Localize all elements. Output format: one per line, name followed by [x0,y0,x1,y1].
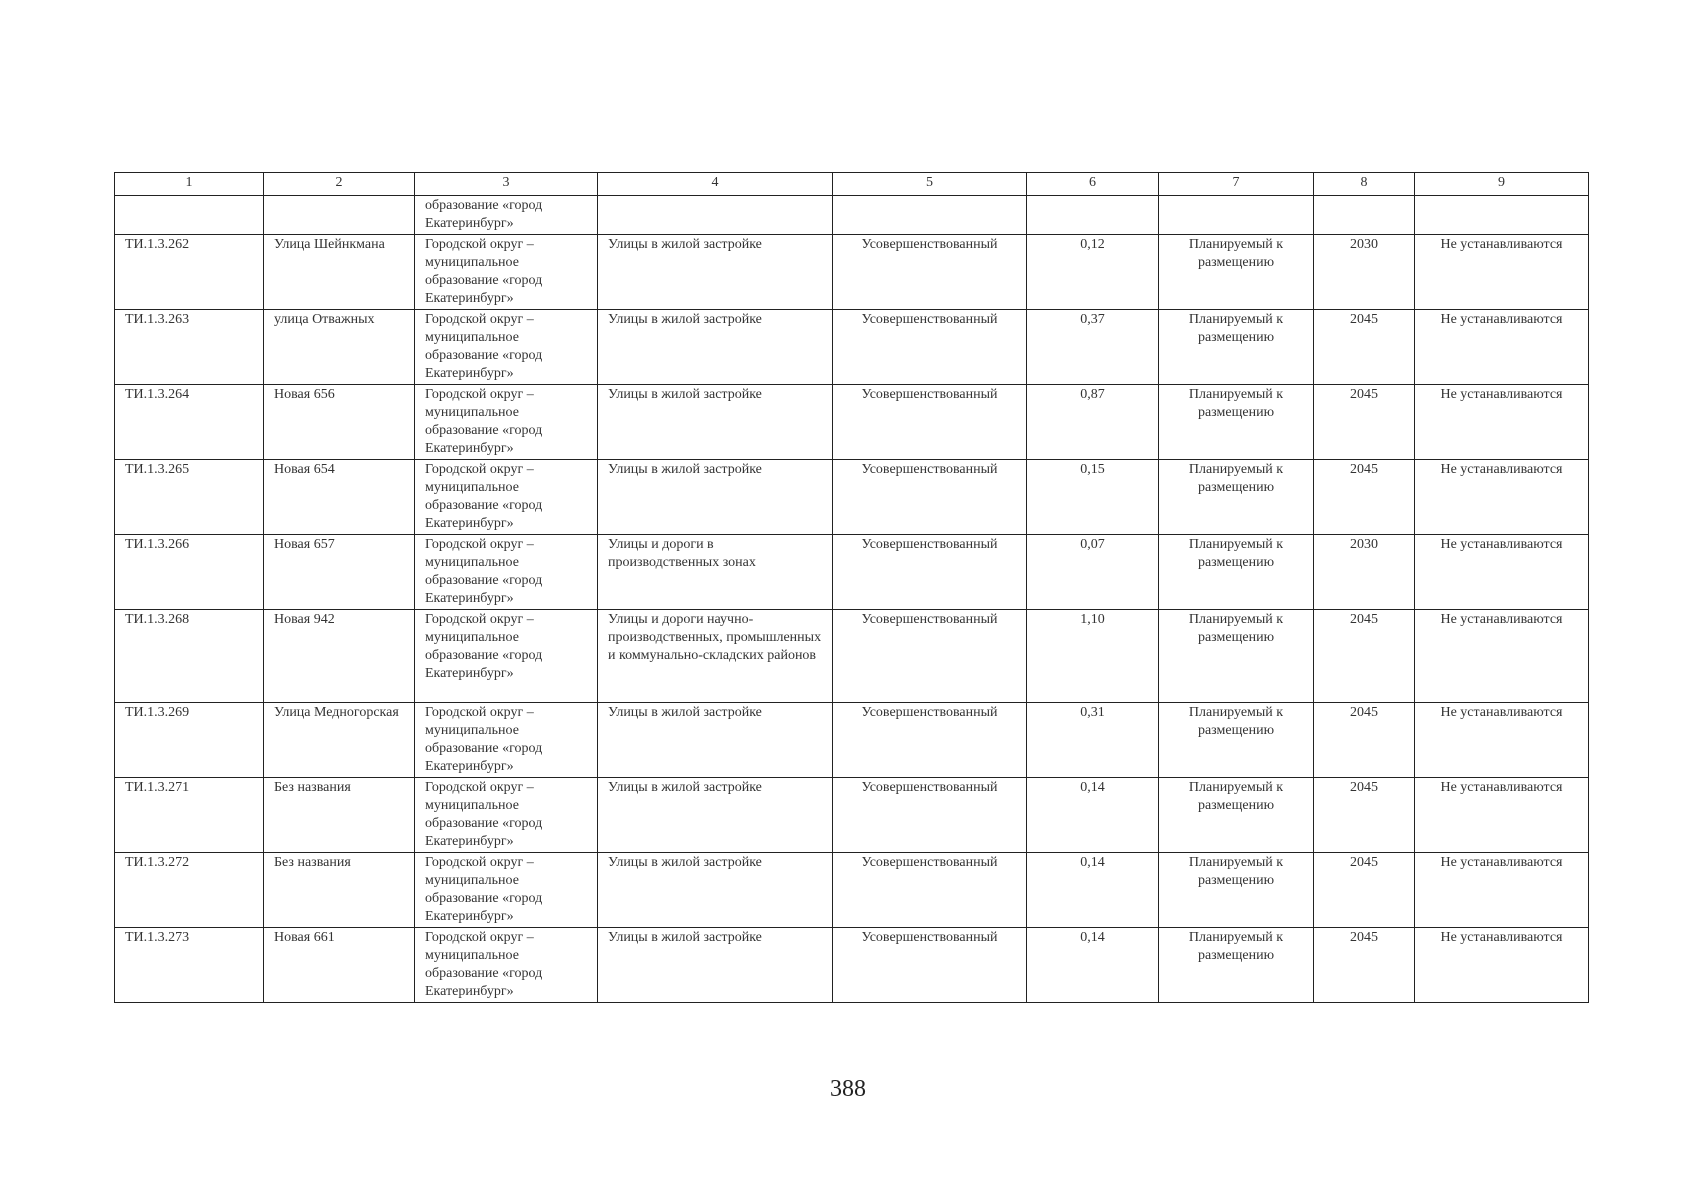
column-header: 4 [598,173,833,196]
table-row [115,535,1589,610]
table-cell-purpose: Улицы в жилой застройке [598,460,833,535]
column-header: 5 [833,173,1027,196]
table-row [115,385,1589,460]
table-cell-zone: Не устанавливаются [1415,610,1589,703]
table-cell-municipality: образование «город Екатеринбург» [415,196,598,235]
table-cell-id: ТИ.1.3.271 [115,778,264,853]
table-cell-category: Усовершенствованный [833,703,1027,778]
table-cell-name: Новая 656 [264,385,415,460]
table-cell-id: ТИ.1.3.266 [115,535,264,610]
table-cell [1159,196,1314,235]
table-cell-zone: Не устанавливаются [1415,235,1589,310]
table-cell-category: Усовершенствованный [833,460,1027,535]
table-cell-zone: Не устанавливаются [1415,778,1589,853]
table-cell-status: Планируемый к размещению [1159,778,1314,853]
table-cell-status: Планируемый к размещению [1159,310,1314,385]
table-cell-zone: Не устанавливаются [1415,460,1589,535]
table-cell-length: 0,14 [1027,778,1159,853]
table-cell-municipality: Городской округ – муниципальное образование «город Екатеринбург» [415,610,598,703]
table-cell-length: 0,14 [1027,853,1159,928]
table-cell-status: Планируемый к размещению [1159,853,1314,928]
table-cell-purpose: Улицы в жилой застройке [598,385,833,460]
table-cell-id: ТИ.1.3.268 [115,610,264,703]
infrastructure-table [114,172,1589,1003]
table-cell-status: Планируемый к размещению [1159,610,1314,703]
table-cell-purpose: Улицы в жилой застройке [598,928,833,1003]
table-cell-category: Усовершенствованный [833,235,1027,310]
table-row [115,703,1589,778]
table-cell-name: Улица Медногорская [264,703,415,778]
column-header: 1 [115,173,264,196]
table-cell-year: 2045 [1314,928,1415,1003]
table-cell-municipality: Городской округ – муниципальное образование «город Екатеринбург» [415,310,598,385]
table-cell-name: Без названия [264,853,415,928]
table-cell-category: Усовершенствованный [833,928,1027,1003]
table-cell-year: 2030 [1314,535,1415,610]
table-cell-zone: Не устанавливаются [1415,928,1589,1003]
table-cell-municipality: Городской округ – муниципальное образование «город Екатеринбург» [415,703,598,778]
table-cell-municipality: Городской округ – муниципальное образование «город Екатеринбург» [415,928,598,1003]
table-cell-year: 2030 [1314,235,1415,310]
table-cell-status: Планируемый к размещению [1159,535,1314,610]
table-cell-status: Планируемый к размещению [1159,703,1314,778]
table-cell [115,196,264,235]
table-cell-zone: Не устанавливаются [1415,385,1589,460]
table-row [115,778,1589,853]
table-cell-year: 2045 [1314,853,1415,928]
column-header: 2 [264,173,415,196]
table-cell-municipality: Городской округ – муниципальное образование «город Екатеринбург» [415,778,598,853]
table-cell-purpose: Улицы в жилой застройке [598,235,833,310]
table-cell-length: 0,37 [1027,310,1159,385]
table-cell-purpose: Улицы и дороги в производственных зонах [598,535,833,610]
table-cell-category: Усовершенствованный [833,778,1027,853]
table-cell-name: Без названия [264,778,415,853]
table-row [115,610,1589,703]
table-cell [598,196,833,235]
table-cell [1027,196,1159,235]
column-header: 8 [1314,173,1415,196]
table-row [115,460,1589,535]
table-cell-zone: Не устанавливаются [1415,703,1589,778]
table-cell-category: Усовершенствованный [833,535,1027,610]
table-cell-municipality: Городской округ – муниципальное образование «город Екатеринбург» [415,535,598,610]
table-row [115,853,1589,928]
table-cell [1415,196,1589,235]
table-cell-year: 2045 [1314,778,1415,853]
table-cell-purpose: Улицы в жилой застройке [598,778,833,853]
table-cell-id: ТИ.1.3.262 [115,235,264,310]
table-cell-status: Планируемый к размещению [1159,928,1314,1003]
table-cell-purpose: Улицы в жилой застройке [598,853,833,928]
table-cell-category: Усовершенствованный [833,610,1027,703]
table-row [115,235,1589,310]
table-cell-id: ТИ.1.3.264 [115,385,264,460]
table-cell-status: Планируемый к размещению [1159,385,1314,460]
table-cell-year: 2045 [1314,610,1415,703]
table-cell-year: 2045 [1314,703,1415,778]
column-header: 7 [1159,173,1314,196]
column-header: 6 [1027,173,1159,196]
table-cell-name: Новая 661 [264,928,415,1003]
table-cell-year: 2045 [1314,460,1415,535]
table-cell-length: 0,15 [1027,460,1159,535]
table-cell-municipality: Городской округ – муниципальное образование «город Екатеринбург» [415,853,598,928]
table-cell-purpose: Улицы в жилой застройке [598,703,833,778]
table-cell-name: Новая 654 [264,460,415,535]
column-header: 9 [1415,173,1589,196]
table-cell-status: Планируемый к размещению [1159,460,1314,535]
table-cell-length: 1,10 [1027,610,1159,703]
table-cell-category: Усовершенствованный [833,853,1027,928]
table-cell-length: 0,14 [1027,928,1159,1003]
table-cell-status: Планируемый к размещению [1159,235,1314,310]
table-cell-id: ТИ.1.3.273 [115,928,264,1003]
table-cell [264,196,415,235]
table-cell-name: улица Отважных [264,310,415,385]
table-cell [1314,196,1415,235]
table-cell-length: 0,31 [1027,703,1159,778]
table-cell-length: 0,87 [1027,385,1159,460]
table-cell-id: ТИ.1.3.269 [115,703,264,778]
table-row-continuation [115,196,1589,235]
table-cell-name: Улица Шейнкмана [264,235,415,310]
table-cell-length: 0,12 [1027,235,1159,310]
table-cell-category: Усовершенствованный [833,385,1027,460]
table-cell-category: Усовершенствованный [833,310,1027,385]
table-cell-year: 2045 [1314,310,1415,385]
table-cell-id: ТИ.1.3.265 [115,460,264,535]
table-cell-purpose: Улицы и дороги научно-производственных, промышленных и коммунально-складских районов [598,610,833,703]
table-cell-municipality: Городской округ – муниципальное образование «город Екатеринбург» [415,385,598,460]
table-cell-length: 0,07 [1027,535,1159,610]
table-cell-name: Новая 657 [264,535,415,610]
table-row [115,928,1589,1003]
table-cell-municipality: Городской округ – муниципальное образование «город Екатеринбург» [415,235,598,310]
table-cell [833,196,1027,235]
table-cell-zone: Не устанавливаются [1415,310,1589,385]
table-cell-id: ТИ.1.3.272 [115,853,264,928]
table-cell-zone: Не устанавливаются [1415,535,1589,610]
page-number: 388 [830,1076,866,1102]
table-cell-year: 2045 [1314,385,1415,460]
table-row [115,310,1589,385]
column-header: 3 [415,173,598,196]
table-cell-zone: Не устанавливаются [1415,853,1589,928]
table-header-row [115,173,1589,196]
table-cell-municipality: Городской округ – муниципальное образование «город Екатеринбург» [415,460,598,535]
table-cell-purpose: Улицы в жилой застройке [598,310,833,385]
table-cell-name: Новая 942 [264,610,415,703]
table-cell-id: ТИ.1.3.263 [115,310,264,385]
